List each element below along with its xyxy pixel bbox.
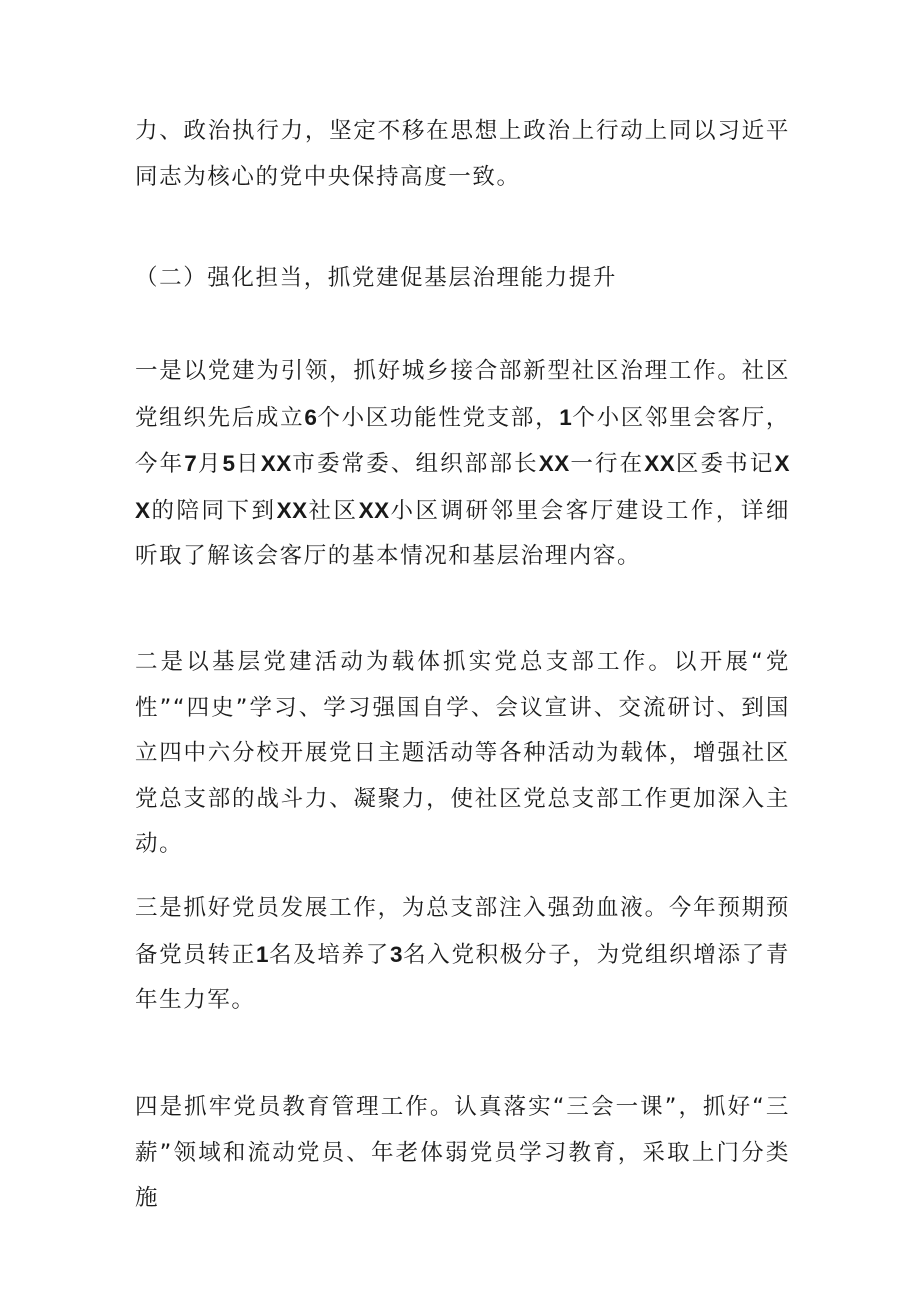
text-run: 一行在: [569, 451, 645, 477]
text-run: 月: [197, 451, 223, 477]
number-run: 6: [304, 404, 318, 430]
paragraph-party-activities: 二是以基层党建活动为载体抓实党总支部工作。以开展“党性”“四史”学习、学习强国自学、会议宣讲、交流研讨、到国立四中六分校开展党日主题活动等各种活动为载体，增强社区党总支部的战斗力、凝聚力，使社区党总支部工作更加深入主动。: [135, 649, 790, 857]
text-run: 个小区功能性党支部，: [317, 404, 560, 431]
paragraph-loyalty: 力、政治执行力，坚定不移在思想上政治上行动上同以习近平同志为核心的党中央保持高度一致。: [135, 118, 790, 190]
text-run: 日: [235, 451, 261, 477]
number-run: 1: [559, 404, 573, 430]
number-run: XX: [135, 451, 790, 523]
number-run: XX: [644, 451, 676, 476]
paragraph-member-development: [135, 886, 790, 1024]
text-run: 小区调研邻里会客厅建设工作，详细听取了解该会客厅的基本情况和基层治理内容。: [135, 497, 790, 569]
paragraph-community-governance: [135, 349, 790, 580]
text-run: 名及培养了: [268, 941, 390, 968]
number-run: XX: [538, 451, 570, 476]
number-run: 5: [222, 451, 236, 476]
text-run: 区委书记: [675, 451, 775, 477]
number-run: 3: [389, 941, 403, 967]
text-run: 个小区邻里会客厅，今年: [135, 404, 790, 477]
text-run: 一是以党建为引领，抓好城乡接合部新型社区治理工作。社区党组织先后成立: [135, 358, 790, 431]
number-run: XX: [260, 451, 292, 476]
text-run: 名入党积极分子，为党组织增添了青年生力军。: [135, 941, 790, 1013]
text-run: 市委常委、组织部部长: [291, 451, 539, 477]
number-run: 7: [184, 451, 198, 476]
text-run: 社区: [307, 497, 359, 524]
text-run: 三是抓好党员发展工作，为总支部注入强劲血液。今年预期预备党员转正: [135, 895, 790, 968]
text-run: 的陪同下到: [150, 497, 277, 524]
number-run: XX: [358, 497, 390, 523]
paragraph-member-education: 四是抓牢党员教育管理工作。认真落实“三会一课”，抓好“三薪”领域和流动党员、年老体弱党员学习教育，采取上门分类施: [135, 1094, 790, 1211]
number-run: 1: [255, 941, 269, 967]
section-heading-2: （二）强化担当，抓党建促基层治理能力提升: [135, 265, 618, 291]
number-run: XX: [276, 497, 308, 523]
